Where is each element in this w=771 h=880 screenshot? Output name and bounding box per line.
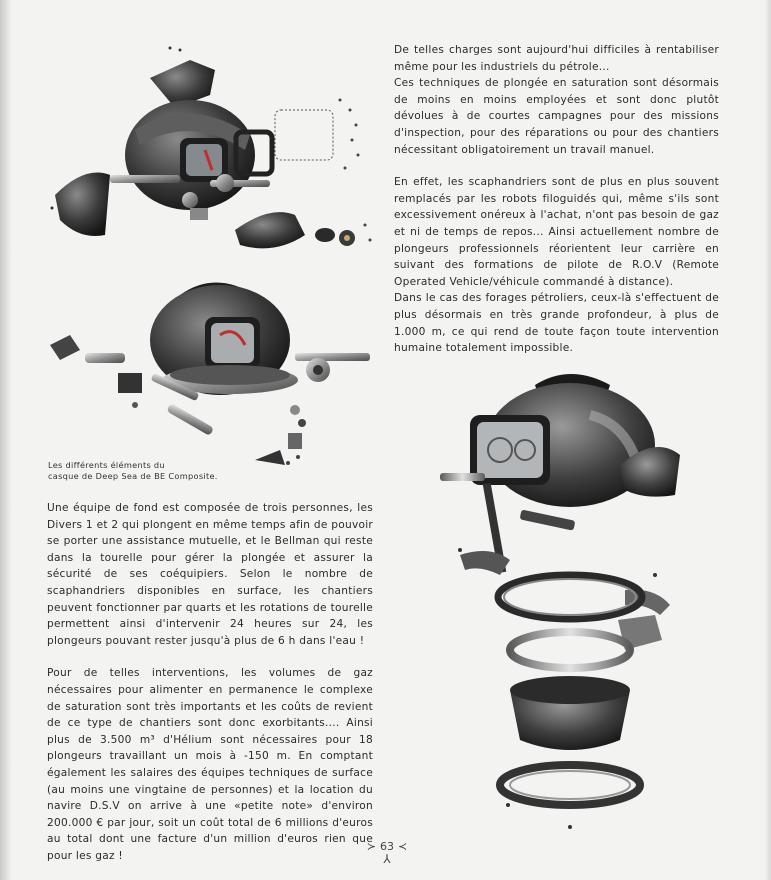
page-number bbox=[362, 840, 412, 874]
caption-line-1: Les différents éléments du bbox=[48, 460, 165, 470]
paragraph: De telles charges sont aujourd'hui difficiles à rentabiliser même pour les industriels du pétrole... bbox=[394, 44, 719, 73]
caption-line-2: casque de Deep Sea de BE Composite. bbox=[48, 471, 218, 481]
binding-gutter bbox=[0, 0, 12, 880]
paragraph: Ces techniques de plongée en saturation sont désormais de moins en moins employées et sont donc plutôt dévolues à de courtes campagnes pour des missions d'inspection, pour des réparations ou pour des chantiers nécessitant obligatoirement un travail manuel. bbox=[394, 77, 719, 156]
paragraph: En effet, les scaphandriers sont de plus en plus souvent remplacés par les robots filoguidés qui, même s'ils sont excessivement onéreux à l'achat, n'ont pas besoin de gaz et ni de temps de repos... Ainsi actuellement nombre de plongeurs professionnels réorientent leur carrière en suivant des formations de pilote de R.O.V (Remote Operated Vehicle/véhicule commandé à distance). bbox=[394, 176, 719, 288]
figure-caption bbox=[48, 460, 238, 482]
paragraph: Pour de telles interventions, les volumes de gaz nécessaires pour alimenter en permanence le complexe de saturation sont très importants et les coûts de revient de ce type de chantiers sont donc exorbitants.... Ainsi plus de 3.500 m³ d'Hélium sont nécessaires pour 18 plongeurs travaillant un mois à -150 m. En comptant également les salaires des équipes techniques de surface (au moins une vingtaine de personnes) et la location du navire D.S.V on arrive à une «petite note» d'environ 200.000 € par jour, soit un coût total de 6 millions d'euros au total dont une facture d'un million d'euros rien que pour les gaz ! bbox=[47, 667, 373, 862]
folio-bottom-ornament-icon: ⅄ bbox=[383, 852, 391, 866]
helmet-exploded-view-middle bbox=[40, 265, 380, 480]
left-column-text bbox=[47, 500, 373, 864]
helmet-exploded-view-top bbox=[40, 40, 380, 260]
page-edge bbox=[765, 0, 771, 880]
right-column-text bbox=[394, 42, 719, 357]
helmet-exploded-view-vertical bbox=[440, 365, 690, 835]
folio-left-ornament-icon: ≻ bbox=[366, 840, 376, 853]
page-number-text: 63 bbox=[380, 840, 394, 853]
folio-right-ornament-icon: ≺ bbox=[398, 840, 408, 853]
paragraph: Dans le cas des forages pétroliers, ceux-là s'effectuent de plus désormais en très grande profondeur, à plus de 1.000 m, ce qui rend de toute façon toute intervention humaine totalement impossible. bbox=[394, 292, 719, 355]
paragraph: Une équipe de fond est composée de trois personnes, les Divers 1 et 2 qui plongent en même temps afin de pouvoir se porter une assistance mutuelle, et le Bellman qui reste dans la tourelle pour gérer la plongée et assurer la sécurité de ses coéquipiers. Selon le nombre de scaphandriers disponibles en surface, les chantiers peuvent fonctionner par quarts et les rotations de tourelle permettent ainsi d'intervenir 24 heures sur 24, les plongeurs pouvant rester jusqu'à plus de 6 h dans l'eau ! bbox=[47, 502, 373, 647]
